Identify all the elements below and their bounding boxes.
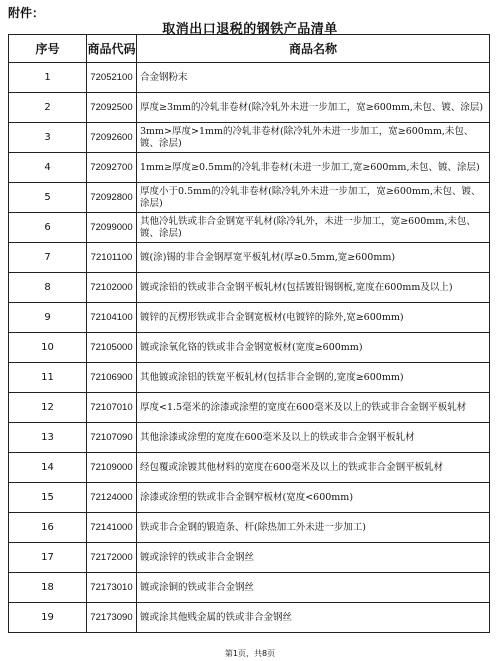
table-row xyxy=(9,243,490,273)
row-index: 18 xyxy=(9,573,87,603)
row-product-code: 72173010 xyxy=(87,573,137,603)
row-index: 7 xyxy=(9,243,87,273)
row-product-name: 涂漆或涂塑的铁或非合金钢窄板材(宽度<600mm) xyxy=(137,483,490,513)
row-product-name: 厚度<1.5毫米的涂漆或涂塑的宽度在600毫米及以上的铁或非合金钢平板轧材 xyxy=(137,393,490,423)
table-row xyxy=(9,183,490,213)
table-row xyxy=(9,123,490,153)
row-index: 5 xyxy=(9,183,87,213)
table-row xyxy=(9,603,490,633)
row-product-code: 72106900 xyxy=(87,363,137,393)
row-product-code: 72172000 xyxy=(87,543,137,573)
row-product-name: 其他涂漆或涂塑的宽度在600毫米及以上的铁或非合金钢平板轧材 xyxy=(137,423,490,453)
row-product-name: 厚度≥3mm的冷轧非卷材(除冷轧外未进一步加工，宽≥600mm,未包、镀、涂层) xyxy=(137,93,490,123)
table-header-row xyxy=(9,35,490,63)
table-body xyxy=(9,63,490,633)
row-product-name: 镀(涂)锡的非合金钢厚宽平板轧材(厚≥0.5mm,宽≥600mm) xyxy=(137,243,490,273)
product-table xyxy=(8,34,490,633)
row-product-code: 72104100 xyxy=(87,303,137,333)
table-row xyxy=(9,453,490,483)
table-row xyxy=(9,303,490,333)
row-product-name: 镀或涂氧化铬的铁或非合金钢宽板材(宽度≥600mm) xyxy=(137,333,490,363)
row-product-code: 72173090 xyxy=(87,603,137,633)
row-product-code: 72052100 xyxy=(87,63,137,93)
row-product-name: 镀或涂铅的铁或非合金钢平板轧材(包括镀铅锡钢板,宽度在600mm及以上) xyxy=(137,273,490,303)
row-product-code: 72092800 xyxy=(87,183,137,213)
table-row xyxy=(9,483,490,513)
row-product-name: 镀或涂铜的铁或非合金钢丝 xyxy=(137,573,490,603)
row-product-name: 厚度小于0.5mm的冷轧非卷材(除冷轧外未进一步加工，宽≥600mm,未包、镀、涂层) xyxy=(137,183,490,213)
table-row xyxy=(9,93,490,123)
row-index: 8 xyxy=(9,273,87,303)
row-index: 12 xyxy=(9,393,87,423)
table-row xyxy=(9,63,490,93)
row-index: 2 xyxy=(9,93,87,123)
page-footer: 第1页，共8页 xyxy=(224,649,276,658)
row-product-code: 72107010 xyxy=(87,393,137,423)
row-index: 1 xyxy=(9,63,87,93)
table-row xyxy=(9,153,490,183)
column-header-index: 序号 xyxy=(9,35,87,63)
row-product-code: 72101100 xyxy=(87,243,137,273)
row-product-name: 其他冷轧铁或非合金钢宽平轧材(除冷轧外，未进一步加工，宽≥600mm,未包、镀、涂层) xyxy=(137,213,490,243)
row-index: 17 xyxy=(9,543,87,573)
row-product-code: 72092600 xyxy=(87,123,137,153)
row-index: 10 xyxy=(9,333,87,363)
row-index: 9 xyxy=(9,303,87,333)
row-product-code: 72099000 xyxy=(87,213,137,243)
page-title: 取消出口退税的钢铁产品清单 xyxy=(162,22,338,37)
row-product-name: 合金钢粉末 xyxy=(137,63,490,93)
table-row xyxy=(9,273,490,303)
table-row xyxy=(9,363,490,393)
row-index: 19 xyxy=(9,603,87,633)
column-header-code: 商品代码 xyxy=(87,35,137,63)
row-product-name: 经包覆或涂镀其他材料的宽度在600毫米及以上的铁或非合金钢平板轧材 xyxy=(137,453,490,483)
row-index: 11 xyxy=(9,363,87,393)
table-row xyxy=(9,423,490,453)
row-product-code: 72102000 xyxy=(87,273,137,303)
row-product-code: 72107090 xyxy=(87,423,137,453)
row-product-name: 3mm>厚度>1mm的冷轧非卷材(除冷轧外未进一步加工，宽≥600mm,未包、镀、涂层) xyxy=(137,123,490,153)
table-row xyxy=(9,573,490,603)
column-header-name: 商品名称 xyxy=(137,35,490,63)
annex-label: 附件： xyxy=(8,6,45,20)
row-product-code: 72105000 xyxy=(87,333,137,363)
row-product-code: 72141000 xyxy=(87,513,137,543)
row-product-code: 72092700 xyxy=(87,153,137,183)
row-index: 13 xyxy=(9,423,87,453)
row-index: 15 xyxy=(9,483,87,513)
table-row xyxy=(9,333,490,363)
row-product-name: 镀或涂锌的铁或非合金钢丝 xyxy=(137,543,490,573)
row-product-name: 镀锌的瓦楞形铁或非合金钢宽板材(电镀锌的除外,宽≥600mm) xyxy=(137,303,490,333)
table-row xyxy=(9,513,490,543)
table-row xyxy=(9,213,490,243)
row-index: 16 xyxy=(9,513,87,543)
row-product-name: 铁或非合金钢的锻造条、杆(除热加工外未进一步加工) xyxy=(137,513,490,543)
row-index: 6 xyxy=(9,213,87,243)
row-product-code: 72109000 xyxy=(87,453,137,483)
row-product-name: 其他镀或涂铝的铁宽平板轧材(包括非合金钢的,宽度≥600mm) xyxy=(137,363,490,393)
table-row xyxy=(9,393,490,423)
row-index: 4 xyxy=(9,153,87,183)
table-row xyxy=(9,543,490,573)
row-index: 14 xyxy=(9,453,87,483)
row-product-name: 1mm≥厚度≥0.5mm的冷轧非卷材(未进一步加工,宽≥600mm,未包、镀、涂层) xyxy=(137,153,490,183)
row-product-name: 镀或涂其他贱金属的铁或非合金钢丝 xyxy=(137,603,490,633)
row-index: 3 xyxy=(9,123,87,153)
row-product-code: 72092500 xyxy=(87,93,137,123)
row-product-code: 72124000 xyxy=(87,483,137,513)
